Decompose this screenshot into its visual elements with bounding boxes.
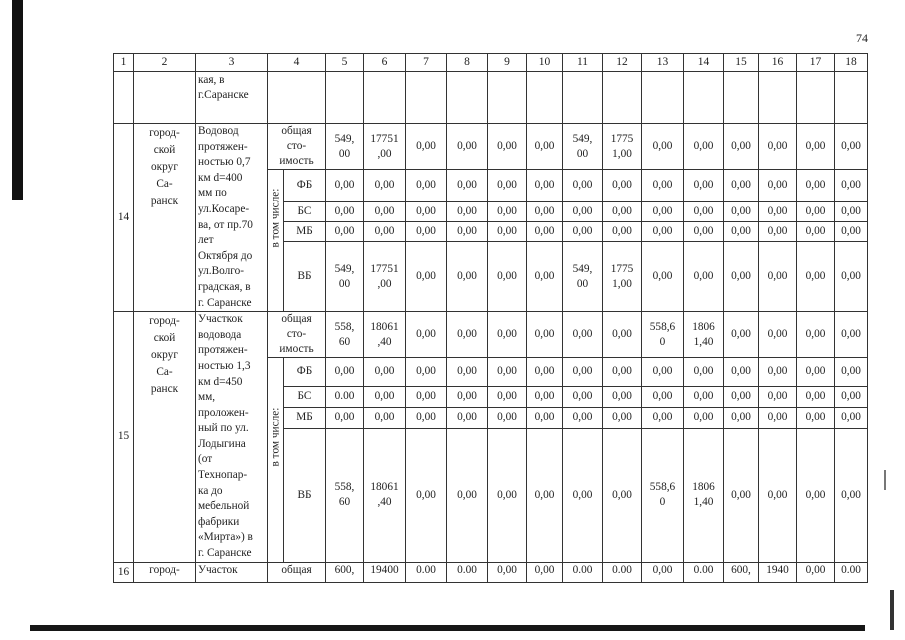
value-cell: 1775 1,00 bbox=[603, 124, 642, 170]
value-cell: 0,00 bbox=[642, 124, 684, 170]
value-cell: 0,00 bbox=[326, 170, 364, 202]
value-cell: 0,00 bbox=[797, 124, 835, 170]
value-cell: 0,00 bbox=[724, 407, 759, 428]
value-cell: 0,00 bbox=[364, 386, 406, 407]
value-cell: 0,00 bbox=[759, 312, 797, 358]
value-cell: 0,00 bbox=[603, 386, 642, 407]
header-cell: 9 bbox=[488, 54, 527, 72]
value-cell: 0,00 bbox=[724, 170, 759, 202]
value-cell: 0,00 bbox=[563, 386, 603, 407]
value-cell bbox=[603, 72, 642, 124]
value-cell: 0,00 bbox=[364, 407, 406, 428]
value-cell: 0,00 bbox=[406, 170, 447, 202]
source-label: ФБ bbox=[284, 170, 326, 202]
value-cell: 0,00 bbox=[724, 222, 759, 242]
value-cell: 0,00 bbox=[797, 170, 835, 202]
description-cell: Участкок водовода протяжен- ностью 1,3 км d=450 мм, проложен- ный по ул. Лодыгина (от Технопар- ка до мебельной фабрики «Мирта») в г. Саранске bbox=[196, 312, 268, 563]
value-cell: 0,00 bbox=[797, 312, 835, 358]
value-cell: 0,00 bbox=[684, 407, 724, 428]
value-cell: 0,00 bbox=[563, 202, 603, 222]
district-cell: город- bbox=[134, 562, 196, 582]
value-cell: 0,00 bbox=[488, 562, 527, 582]
value-cell: 0,00 bbox=[797, 386, 835, 407]
header-cell: 1 bbox=[114, 54, 134, 72]
header-cell: 2 bbox=[134, 54, 196, 72]
value-cell: 0,00 bbox=[326, 407, 364, 428]
header-cell: 10 bbox=[527, 54, 563, 72]
value-cell: 0,00 bbox=[759, 202, 797, 222]
value-cell: 0,00 bbox=[684, 222, 724, 242]
source-label: МБ bbox=[284, 407, 326, 428]
value-cell: 0,00 bbox=[603, 358, 642, 387]
value-cell: 0.00 bbox=[406, 562, 447, 582]
value-cell: 0,00 bbox=[684, 202, 724, 222]
value-cell: 0,00 bbox=[447, 222, 488, 242]
header-cell: 3 bbox=[196, 54, 268, 72]
header-cell: 12 bbox=[603, 54, 642, 72]
value-cell: 0,00 bbox=[447, 242, 488, 312]
source-label: БС bbox=[284, 202, 326, 222]
page-number: 74 bbox=[856, 31, 868, 45]
value-cell: 0,00 bbox=[563, 312, 603, 358]
value-cell: 0,00 bbox=[642, 222, 684, 242]
value-cell: 558, 60 bbox=[326, 312, 364, 358]
value-cell: 0,00 bbox=[447, 202, 488, 222]
value-cell bbox=[797, 72, 835, 124]
header-row bbox=[114, 54, 868, 72]
value-cell: 0,00 bbox=[406, 124, 447, 170]
value-cell: 17751 ,00 bbox=[364, 242, 406, 312]
value-cell: 0,00 bbox=[488, 358, 527, 387]
value-cell: 0,00 bbox=[724, 242, 759, 312]
value-cell: 0,00 bbox=[447, 124, 488, 170]
value-cell: 0,00 bbox=[797, 242, 835, 312]
value-cell: 0,00 bbox=[527, 358, 563, 387]
carry-row bbox=[114, 72, 868, 124]
value-cell: 0,00 bbox=[759, 358, 797, 387]
value-cell: 1806 1,40 bbox=[684, 312, 724, 358]
value-cell: 0,00 bbox=[797, 562, 835, 582]
included-label bbox=[268, 358, 284, 563]
value-cell: 0,00 bbox=[835, 124, 868, 170]
source-label: ФБ bbox=[284, 358, 326, 387]
value-cell: 0,00 bbox=[759, 242, 797, 312]
header-cell: 4 bbox=[268, 54, 326, 72]
header-cell: 6 bbox=[364, 54, 406, 72]
included-label-text: в том числе: bbox=[269, 407, 281, 467]
value-cell: 0,00 bbox=[835, 386, 868, 407]
value-cell: 600, bbox=[326, 562, 364, 582]
value-cell: 0,00 bbox=[642, 242, 684, 312]
scan-edge-bottom bbox=[30, 625, 865, 631]
value-cell bbox=[527, 72, 563, 124]
value-cell: 0,00 bbox=[527, 222, 563, 242]
group-row-16 bbox=[114, 562, 868, 582]
value-cell: 0,00 bbox=[835, 242, 868, 312]
value-cell: 0,00 bbox=[563, 428, 603, 562]
value-cell bbox=[724, 72, 759, 124]
value-cell: 0,00 bbox=[724, 202, 759, 222]
value-cell: 0,00 bbox=[642, 562, 684, 582]
value-cell: 0,00 bbox=[684, 124, 724, 170]
value-cell bbox=[563, 72, 603, 124]
value-cell: 0,00 bbox=[563, 358, 603, 387]
value-cell: 0,00 bbox=[835, 407, 868, 428]
value-cell: 0,00 bbox=[724, 428, 759, 562]
value-cell: 0,00 bbox=[527, 312, 563, 358]
value-cell: 0,00 bbox=[447, 407, 488, 428]
value-cell bbox=[642, 72, 684, 124]
total-label: общая сто- имость bbox=[268, 124, 326, 170]
group-row-14 bbox=[114, 124, 868, 170]
value-cell bbox=[447, 72, 488, 124]
value-cell: 0.00 bbox=[603, 562, 642, 582]
value-cell: 0,00 bbox=[488, 312, 527, 358]
value-cell: 0,00 bbox=[488, 428, 527, 562]
source-label: ВБ bbox=[284, 242, 326, 312]
value-cell: 0,00 bbox=[835, 222, 868, 242]
value-cell: 0,00 bbox=[326, 222, 364, 242]
value-cell: 0,00 bbox=[759, 428, 797, 562]
scan-edge-left bbox=[12, 0, 23, 200]
value-cell: 0,00 bbox=[364, 358, 406, 387]
value-cell: 549, 00 bbox=[563, 124, 603, 170]
value-cell bbox=[326, 72, 364, 124]
value-cell: 0,00 bbox=[563, 222, 603, 242]
value-cell: 0.00 bbox=[684, 562, 724, 582]
source-label: БС bbox=[284, 386, 326, 407]
value-cell: 0,00 bbox=[759, 222, 797, 242]
value-cell: 0,00 bbox=[447, 386, 488, 407]
value-cell: 0.00 bbox=[326, 386, 364, 407]
group-row-15 bbox=[114, 312, 868, 358]
header-cell: 15 bbox=[724, 54, 759, 72]
value-cell: 0,00 bbox=[406, 407, 447, 428]
value-cell: 0,00 bbox=[603, 312, 642, 358]
value-cell: 0,00 bbox=[759, 124, 797, 170]
value-cell: 1940 bbox=[759, 562, 797, 582]
value-cell: 0,00 bbox=[835, 358, 868, 387]
header-cell: 13 bbox=[642, 54, 684, 72]
value-cell: 0,00 bbox=[724, 386, 759, 407]
header-cell: 17 bbox=[797, 54, 835, 72]
row-number: 14 bbox=[114, 124, 134, 312]
value-cell: 1775 1,00 bbox=[603, 242, 642, 312]
scan-mark-right bbox=[884, 470, 886, 490]
value-cell: 19400 bbox=[364, 562, 406, 582]
cell bbox=[268, 72, 326, 124]
value-cell: 0.00 bbox=[835, 562, 868, 582]
value-cell: 18061 ,40 bbox=[364, 428, 406, 562]
value-cell: 0,00 bbox=[642, 170, 684, 202]
value-cell: 0,00 bbox=[684, 170, 724, 202]
value-cell: 0,00 bbox=[642, 386, 684, 407]
value-cell: 0,00 bbox=[642, 202, 684, 222]
header-cell: 18 bbox=[835, 54, 868, 72]
value-cell: 0,00 bbox=[527, 242, 563, 312]
value-cell bbox=[406, 72, 447, 124]
scan-edge-right bbox=[890, 590, 894, 630]
cell bbox=[114, 72, 134, 124]
included-label-text: в том числе: bbox=[269, 188, 281, 248]
value-cell bbox=[488, 72, 527, 124]
value-cell: 0,00 bbox=[797, 358, 835, 387]
budget-table bbox=[113, 53, 868, 583]
value-cell: 0,00 bbox=[684, 358, 724, 387]
value-cell: 0,00 bbox=[603, 428, 642, 562]
value-cell: 17751 ,00 bbox=[364, 124, 406, 170]
value-cell: 549, 00 bbox=[326, 124, 364, 170]
total-label: общая сто- имость bbox=[268, 312, 326, 358]
value-cell: 0,00 bbox=[759, 170, 797, 202]
value-cell: 0,00 bbox=[835, 202, 868, 222]
cell bbox=[134, 72, 196, 124]
header-cell: 5 bbox=[326, 54, 364, 72]
value-cell: 0,00 bbox=[406, 202, 447, 222]
header-cell: 14 bbox=[684, 54, 724, 72]
value-cell: 0,00 bbox=[406, 358, 447, 387]
value-cell: 0,00 bbox=[406, 386, 447, 407]
value-cell: 0,00 bbox=[406, 222, 447, 242]
value-cell bbox=[759, 72, 797, 124]
value-cell: 0,00 bbox=[527, 407, 563, 428]
value-cell: 0,00 bbox=[488, 124, 527, 170]
included-label bbox=[268, 170, 284, 312]
header-cell: 7 bbox=[406, 54, 447, 72]
value-cell bbox=[364, 72, 406, 124]
value-cell bbox=[835, 72, 868, 124]
header-cell: 16 bbox=[759, 54, 797, 72]
value-cell: 558,6 0 bbox=[642, 428, 684, 562]
district-cell: город- ской округ Са- ранск bbox=[134, 312, 196, 563]
value-cell: 0,00 bbox=[835, 170, 868, 202]
value-cell: 0,00 bbox=[724, 312, 759, 358]
source-label: МБ bbox=[284, 222, 326, 242]
value-cell: 0,00 bbox=[642, 358, 684, 387]
value-cell: 0,00 bbox=[447, 428, 488, 562]
district-cell: город- ской округ Са- ранск bbox=[134, 124, 196, 312]
header-cell: 8 bbox=[447, 54, 488, 72]
row-number: 16 bbox=[114, 562, 134, 582]
value-cell: 0,00 bbox=[684, 386, 724, 407]
value-cell: 0,00 bbox=[527, 428, 563, 562]
value-cell: 0,00 bbox=[488, 222, 527, 242]
value-cell: 0,00 bbox=[527, 124, 563, 170]
value-cell: 0,00 bbox=[527, 170, 563, 202]
value-cell: 0.00 bbox=[447, 562, 488, 582]
value-cell: 0,00 bbox=[447, 170, 488, 202]
value-cell: 0,00 bbox=[797, 428, 835, 562]
value-cell: 0,00 bbox=[527, 386, 563, 407]
value-cell: 0,00 bbox=[488, 170, 527, 202]
value-cell: 0,00 bbox=[684, 242, 724, 312]
value-cell: 0,00 bbox=[326, 202, 364, 222]
value-cell: 0,00 bbox=[603, 170, 642, 202]
total-label: общая bbox=[268, 562, 326, 582]
value-cell: 558, 60 bbox=[326, 428, 364, 562]
value-cell bbox=[684, 72, 724, 124]
value-cell: 549, 00 bbox=[563, 242, 603, 312]
value-cell: 0,00 bbox=[488, 242, 527, 312]
value-cell: 0,00 bbox=[724, 358, 759, 387]
source-label: ВБ bbox=[284, 428, 326, 562]
value-cell: 0,00 bbox=[724, 124, 759, 170]
value-cell: 0,00 bbox=[488, 407, 527, 428]
description-cell: Участок bbox=[196, 562, 268, 582]
value-cell: 0,00 bbox=[406, 428, 447, 562]
header-cell: 11 bbox=[563, 54, 603, 72]
value-cell: 0,00 bbox=[527, 562, 563, 582]
value-cell: 18061 ,40 bbox=[364, 312, 406, 358]
value-cell: 0,00 bbox=[759, 386, 797, 407]
value-cell: 0,00 bbox=[406, 242, 447, 312]
value-cell: 0,00 bbox=[406, 312, 447, 358]
value-cell: 0,00 bbox=[642, 407, 684, 428]
value-cell: 0,00 bbox=[563, 170, 603, 202]
value-cell: 0,00 bbox=[835, 312, 868, 358]
value-cell: 0,00 bbox=[488, 386, 527, 407]
value-cell: 0,00 bbox=[364, 170, 406, 202]
value-cell: 558,6 0 bbox=[642, 312, 684, 358]
value-cell: 0,00 bbox=[488, 202, 527, 222]
description-cell: кая, в г.Саранске bbox=[196, 72, 268, 124]
value-cell: 0,00 bbox=[603, 202, 642, 222]
value-cell: 600, bbox=[724, 562, 759, 582]
value-cell: 0,00 bbox=[603, 407, 642, 428]
value-cell: 0,00 bbox=[447, 312, 488, 358]
value-cell: 0,00 bbox=[797, 407, 835, 428]
value-cell: 0,00 bbox=[603, 222, 642, 242]
description-cell: Водовод протяжен- ностью 0,7 км d=400 мм по ул.Косаре- ва, от пр.70 лет Октября до ул.Волго- градская, в г. Саранске bbox=[196, 124, 268, 312]
value-cell: 0,00 bbox=[447, 358, 488, 387]
value-cell: 0.00 bbox=[563, 562, 603, 582]
value-cell: 0,00 bbox=[797, 202, 835, 222]
value-cell: 0,00 bbox=[326, 358, 364, 387]
value-cell: 0,00 bbox=[563, 407, 603, 428]
value-cell: 0,00 bbox=[835, 428, 868, 562]
value-cell: 0,00 bbox=[527, 202, 563, 222]
value-cell: 0,00 bbox=[797, 222, 835, 242]
row-number: 15 bbox=[114, 312, 134, 563]
value-cell: 1806 1,40 bbox=[684, 428, 724, 562]
value-cell: 549, 00 bbox=[326, 242, 364, 312]
value-cell: 0,00 bbox=[364, 202, 406, 222]
value-cell: 0,00 bbox=[759, 407, 797, 428]
value-cell: 0,00 bbox=[364, 222, 406, 242]
